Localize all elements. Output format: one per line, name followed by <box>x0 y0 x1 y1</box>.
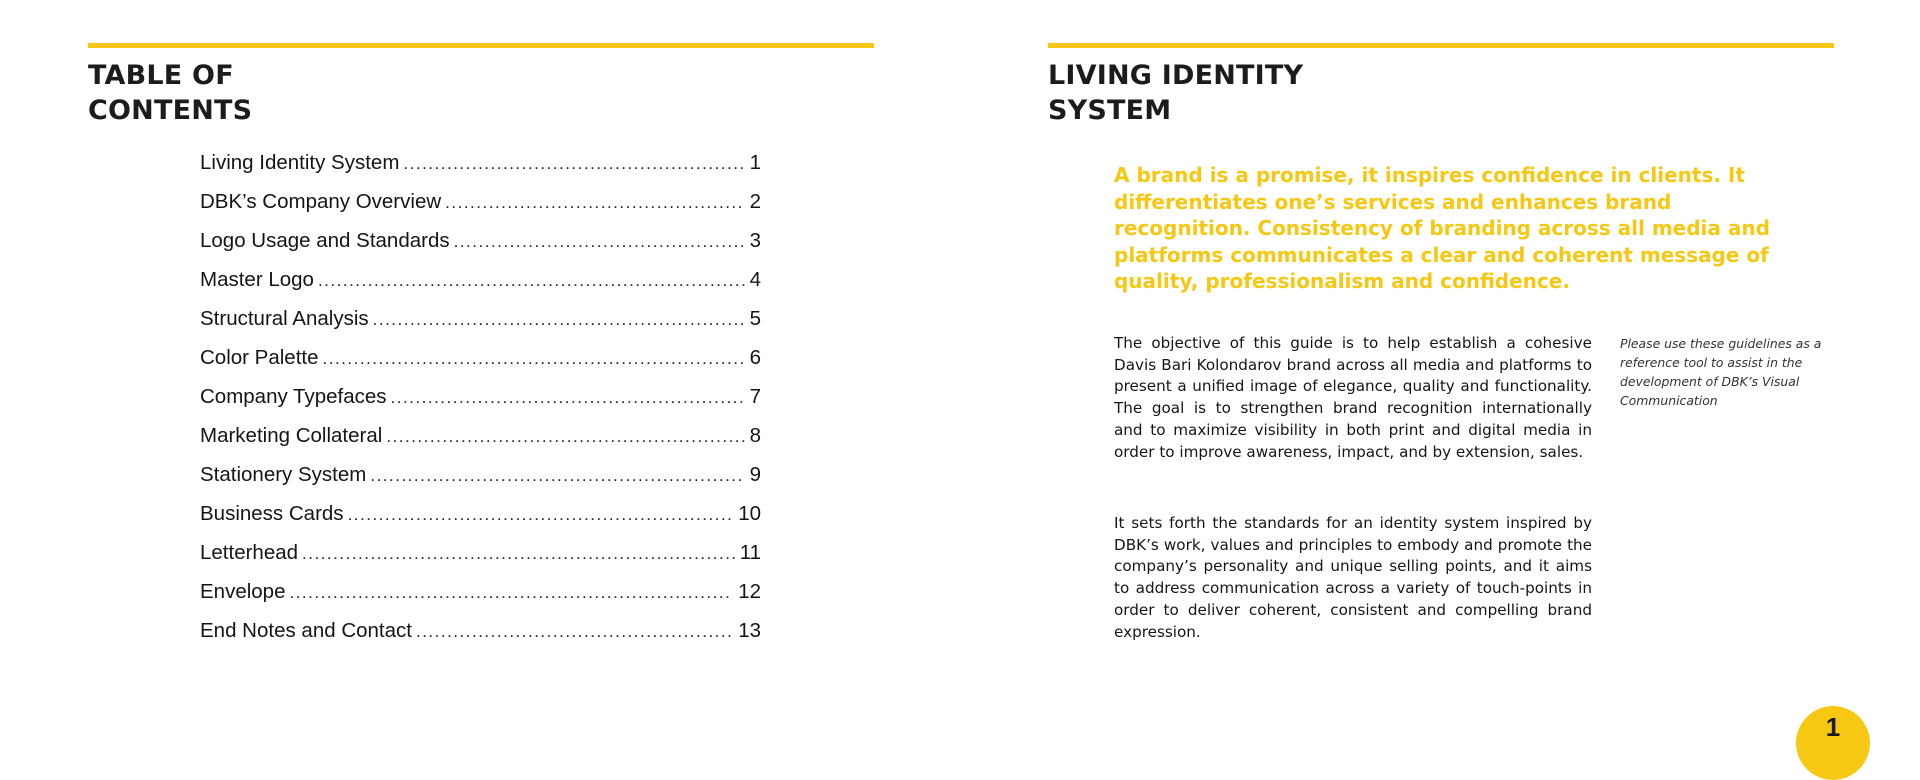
toc-entry-label: Logo Usage and Standards <box>200 229 450 252</box>
toc-entry-label: Envelope <box>200 580 286 603</box>
toc-entry-label: Company Typefaces <box>200 385 387 408</box>
section-title-line-2: SYSTEM <box>1048 95 1172 126</box>
toc-entry[interactable] <box>200 229 761 268</box>
toc-dot-leader <box>373 310 745 330</box>
section-title-line-1: LIVING IDENTITY <box>1048 60 1304 91</box>
toc-dot-leader <box>416 622 733 642</box>
toc-title <box>88 58 252 128</box>
toc-entry-page: 13 <box>738 619 761 642</box>
toc-dot-leader <box>403 154 744 174</box>
body-paragraph-1: The objective of this guide is to help establish a cohesive Davis Bari Kolondarov brand across all media and platforms to present a unified image of elegance, quality and functionality. The goal is to strengthen brand recognition internationally and to maximize visibility in both print and digital media in order to improve awareness, impact, and by extension, sales. <box>1114 334 1592 461</box>
toc-dot-leader <box>391 388 745 408</box>
toc-dot-leader <box>370 466 744 486</box>
toc-entry-label: End Notes and Contact <box>200 619 412 642</box>
toc-entry-label: Stationery System <box>200 463 367 486</box>
section-title <box>1048 58 1303 128</box>
toc-entry[interactable] <box>200 190 761 229</box>
toc-entry-page: 7 <box>749 385 761 408</box>
toc-entry-page: 10 <box>738 502 761 525</box>
toc-title-line-2: CONTENTS <box>88 95 253 126</box>
toc-entry[interactable] <box>200 151 761 190</box>
toc-dot-leader <box>318 271 745 291</box>
toc-dot-leader <box>386 427 744 447</box>
toc-entry-label: Structural Analysis <box>200 307 369 330</box>
toc-entry-page: 9 <box>749 463 761 486</box>
toc-entry-page: 2 <box>749 190 761 213</box>
toc-entry[interactable] <box>200 619 761 658</box>
toc-dot-leader <box>289 583 733 603</box>
toc-dot-leader <box>348 505 734 525</box>
toc-entry-label: Letterhead <box>200 541 299 564</box>
page-number: 1 <box>1825 712 1841 742</box>
toc-entry[interactable] <box>200 346 761 385</box>
toc-dot-leader <box>445 193 744 213</box>
page-number-badge <box>1796 706 1870 780</box>
right-accent-rule <box>1048 43 1834 48</box>
toc-entry-page: 6 <box>749 346 761 369</box>
toc-entry-page: 8 <box>749 424 761 447</box>
toc-entry-page: 1 <box>749 151 761 174</box>
toc-entry-label: Master Logo <box>200 268 314 291</box>
toc-entry-label: Business Cards <box>200 502 344 525</box>
toc-entry[interactable] <box>200 424 761 463</box>
toc-entry[interactable] <box>200 463 761 502</box>
toc-entry-page: 4 <box>749 268 761 291</box>
toc-dot-leader <box>302 544 735 564</box>
side-note: Please use these guidelines as a reference tool to assist in the development of DBK’s Visual Communication <box>1620 336 1822 408</box>
toc-dot-leader <box>323 349 745 369</box>
toc-dot-leader <box>454 232 745 252</box>
toc-entry[interactable] <box>200 268 761 307</box>
toc-title-line-1: TABLE OF <box>88 60 234 91</box>
toc-entry-label: Marketing Collateral <box>200 424 383 447</box>
intro-statement: A brand is a promise, it inspires confidence in clients. It differentiates one’s services and enhances brand recognition. Consistency of branding across all media and platforms communicates a clear and coherent message of quality, professionalism and confidence. <box>1114 163 1770 293</box>
toc-entry[interactable] <box>200 502 761 541</box>
body-paragraph-2: It sets forth the standards for an identity system inspired by DBK’s work, values and principles to embody and promote the company’s personality and unique selling points, and it aims to address communication across a variety of touch-points in order to deliver coherent, consistent and compelling brand expression. <box>1114 514 1592 641</box>
toc-entry-page: 3 <box>749 229 761 252</box>
toc-entry-page: 11 <box>739 541 761 564</box>
left-accent-rule <box>88 43 874 48</box>
toc-entry[interactable] <box>200 307 761 346</box>
toc-entry-label: DBK’s Company Overview <box>200 190 442 213</box>
toc-entry-label: Color Palette <box>200 346 319 369</box>
toc-entry-page: 5 <box>749 307 761 330</box>
table-of-contents <box>200 151 761 658</box>
toc-entry[interactable] <box>200 580 761 619</box>
toc-entry-label: Living Identity System <box>200 151 400 174</box>
toc-entry-page: 12 <box>738 580 761 603</box>
toc-entry[interactable] <box>200 385 761 424</box>
toc-entry[interactable] <box>200 541 761 580</box>
